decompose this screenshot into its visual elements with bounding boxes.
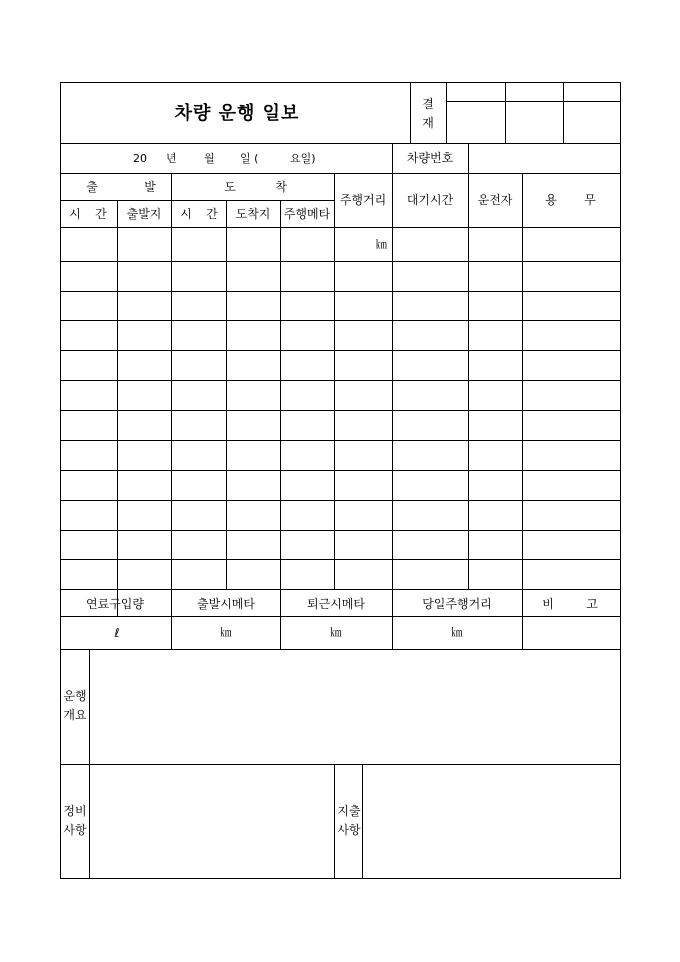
daily-distance-unit: ㎞ — [451, 626, 463, 639]
date-row-top — [60, 143, 621, 144]
purpose-char-1: 용 — [545, 193, 557, 207]
frame-bottom — [60, 878, 621, 879]
end-meter-label: 퇴근시메타 — [307, 597, 365, 611]
date-month: 월 — [204, 152, 215, 165]
row-line — [60, 320, 621, 321]
col-line-4 — [280, 200, 281, 649]
frame-right — [620, 82, 621, 879]
driver-header: 운전자 — [477, 193, 513, 207]
dep-time-char-1: 시 — [69, 207, 81, 221]
col-line-1 — [117, 200, 118, 616]
vehicle-number-label: 차량번호 — [406, 151, 454, 165]
frame-left — [60, 82, 61, 879]
end-meter-unit: ㎞ — [330, 626, 342, 639]
wait-time-header: 대기시간 — [406, 193, 454, 207]
header-top — [60, 173, 621, 174]
approval-row-line — [446, 101, 621, 102]
date-year: 년 — [166, 152, 177, 165]
overview-label — [61, 687, 89, 725]
approval-divider — [446, 82, 447, 143]
maintenance-label-line-2: 사항 — [63, 823, 87, 837]
summary-bottom — [60, 649, 621, 650]
row-line — [60, 350, 621, 351]
maintenance-label-line-1: 정비 — [63, 804, 87, 818]
row-line — [60, 559, 621, 560]
col-line-8 — [522, 173, 523, 649]
row-line — [60, 440, 621, 441]
overview-bottom — [60, 764, 621, 765]
departure-char-2: 발 — [144, 180, 156, 194]
date-divider-1 — [392, 143, 393, 173]
col-line-5 — [334, 173, 335, 589]
col-line-7 — [468, 173, 469, 589]
row-line — [60, 261, 621, 262]
fuel-unit: ℓ — [114, 626, 120, 640]
arr-time-char-1: 시 — [180, 207, 192, 221]
date-day: 일 ( — [240, 152, 259, 165]
row-line — [60, 470, 621, 471]
row-line — [60, 380, 621, 381]
arrival-char-1: 도 — [224, 180, 236, 194]
header-mid — [60, 200, 334, 201]
approval-label-2: 재 — [422, 116, 434, 130]
odometer-header: 주행메타 — [283, 207, 331, 221]
form-title: 차량 운행 일보 — [174, 103, 300, 124]
frame-top — [60, 82, 621, 83]
daily-distance-label: 당일주행거리 — [422, 597, 492, 611]
remarks-char-1: 비 — [542, 597, 554, 611]
remarks-char-2: 고 — [586, 597, 598, 611]
expenditure-label — [335, 802, 363, 840]
date-divider-2 — [468, 143, 469, 173]
start-meter-label: 출발시메타 — [197, 597, 255, 611]
maintenance-label — [61, 802, 89, 840]
purpose-char-2: 무 — [584, 193, 596, 207]
arr-place-header: 도착지 — [235, 207, 271, 221]
row-line — [60, 530, 621, 531]
approval-col-1 — [505, 82, 506, 143]
summary-mid — [60, 616, 621, 617]
dep-place-header: 출발지 — [126, 207, 162, 221]
expenditure-label-line-2: 사항 — [337, 823, 361, 837]
dep-time-char-2: 간 — [95, 207, 107, 221]
arr-time-char-2: 간 — [206, 207, 218, 221]
fuel-label: 연료구입량 — [86, 597, 144, 611]
expenditure-label-line-1: 지출 — [337, 804, 361, 818]
approval-col-2 — [563, 82, 564, 143]
rows-bottom — [60, 589, 621, 590]
date-year-prefix: 20 — [133, 152, 147, 165]
start-meter-unit: ㎞ — [220, 626, 232, 639]
overview-label-line-1: 운행 — [63, 689, 87, 703]
departure-char-1: 출 — [86, 180, 98, 194]
row-line — [60, 291, 621, 292]
approval-label-1: 결 — [422, 97, 434, 111]
first-row-km-unit: ㎞ — [376, 238, 387, 251]
col-line-2 — [171, 173, 172, 649]
row-line — [60, 500, 621, 501]
arrival-char-2: 착 — [275, 180, 287, 194]
title-divider — [410, 82, 411, 143]
col-line-6 — [392, 173, 393, 649]
header-bottom — [60, 227, 621, 228]
row-line — [60, 410, 621, 411]
overview-label-line-2: 개요 — [63, 708, 87, 722]
date-weekday: 요일) — [290, 152, 316, 165]
distance-header: 주행거리 — [339, 193, 387, 207]
